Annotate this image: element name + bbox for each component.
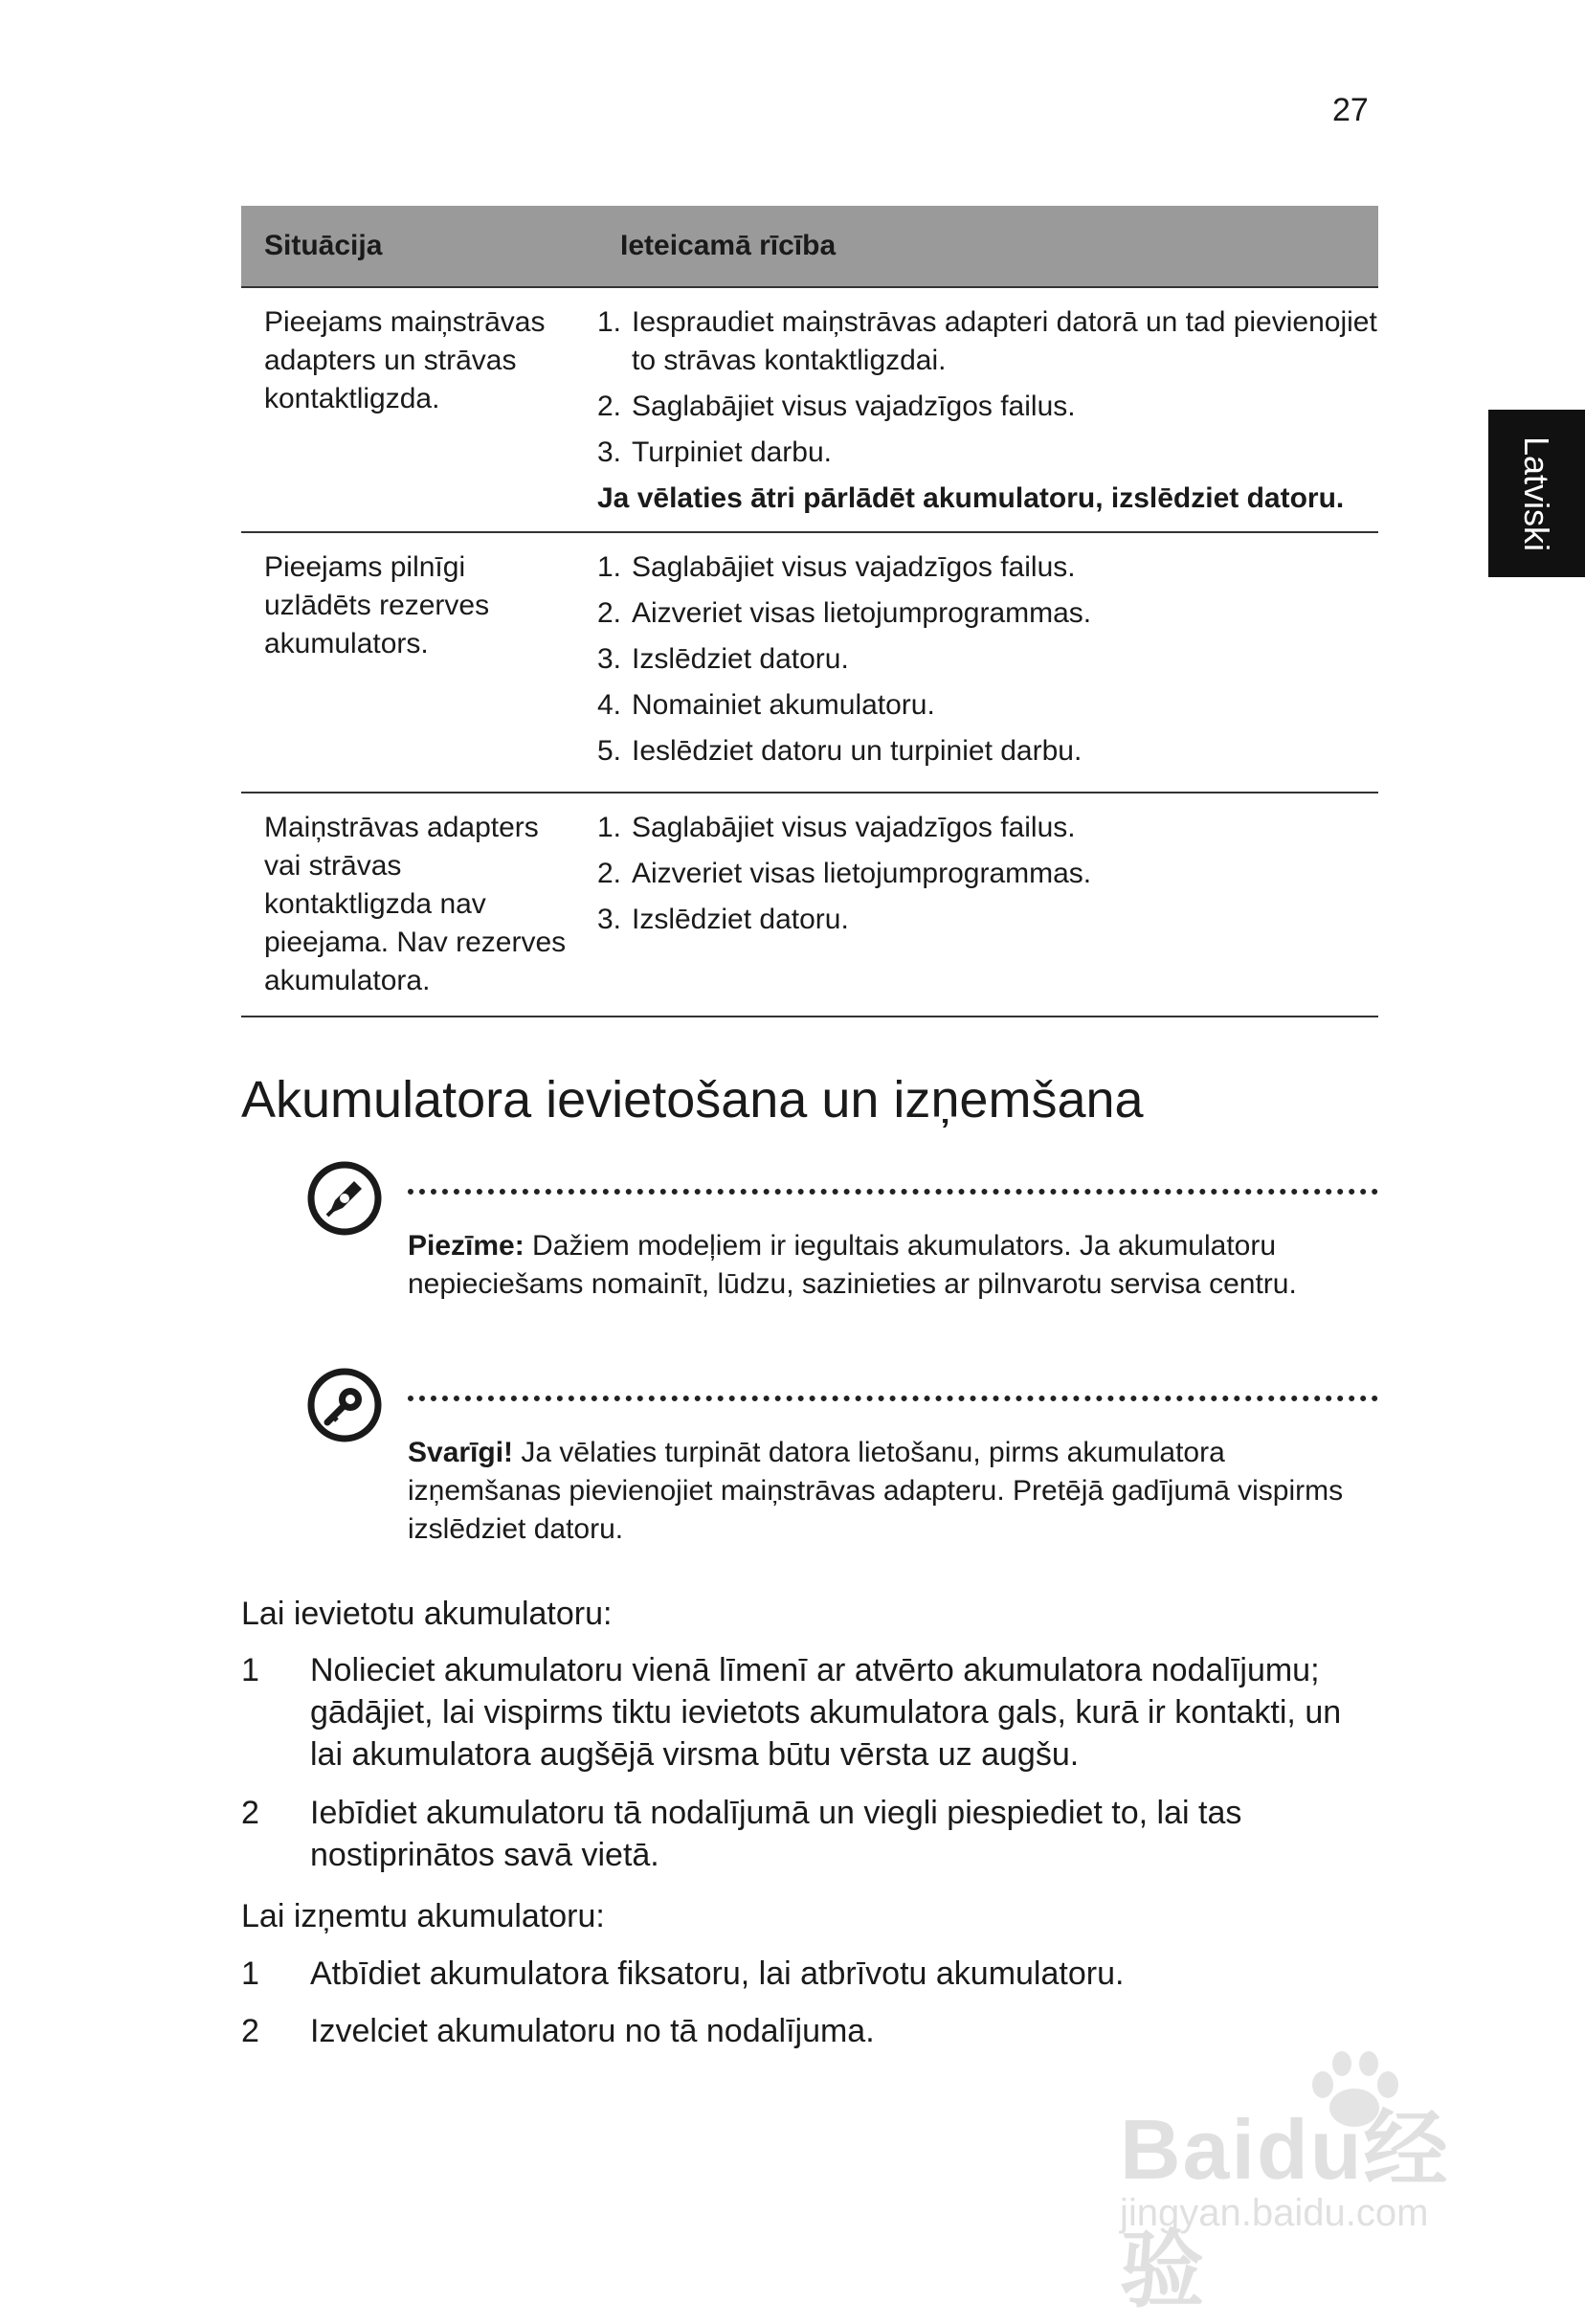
important-key-icon [306, 1367, 383, 1443]
step-text: Atbīdiet akumulatora fiksatoru, lai atbrīvotu akumulatoru. [310, 1955, 1125, 1992]
step-text: Turpiniet darbu. [632, 436, 833, 468]
step-number: 1 [241, 1955, 259, 1992]
step-item: 4. Nomainiet akumulatoru. [597, 686, 1378, 725]
step-text: Izslēdziet datoru. [632, 904, 849, 935]
step-item: 2. Aizveriet visas lietojumprogrammas. [597, 855, 1378, 893]
troubleshooting-table [241, 206, 1378, 1017]
page-number: 27 [1332, 92, 1369, 128]
step-text: Ieslēdziet datoru un turpiniet darbu. [632, 735, 1083, 767]
table-header [241, 206, 1378, 288]
step-item: 3. Izslēdziet datoru. [597, 901, 1378, 939]
note-pen-icon [306, 1160, 383, 1237]
situation-cell: Pieejams pilnīgi uzlādēts rezerves akumulators. [264, 551, 490, 659]
recharge-note: Ja vēlaties ātri pārlādēt akumulatoru, izslēdziet datoru. [597, 482, 1345, 514]
step-text: Aizveriet visas lietojumprogrammas. [632, 858, 1092, 889]
step-text: Izvelciet akumulatoru no tā nodalījuma. [310, 2013, 875, 2049]
note-body: Dažiem modeļiem ir iegultais akumulators. Ja akumulatoru nepieciešams nomainīt, lūdzu, sazinieties ar pilnvarotu servisa centru. [408, 1230, 1297, 1300]
section-title: Akumulatora ievietošana un izņemšana [241, 1071, 1144, 1128]
header-action: Ieteicamā rīcība [620, 230, 837, 261]
remove-intro: Lai izņemtu akumulatoru: [241, 1898, 605, 1934]
baidu-watermark [1120, 2048, 1493, 2317]
step-text: Izslēdziet datoru. [632, 643, 849, 675]
step-item: 3. Izslēdziet datoru. [597, 640, 1378, 679]
action-cell [576, 288, 1378, 531]
step-item: 5. Ieslēdziet datoru un turpiniet darbu. [597, 732, 1378, 771]
action-cell [576, 793, 1378, 1016]
step-text: Aizveriet visas lietojumprogrammas. [632, 597, 1092, 629]
step-number: 2 [241, 1795, 259, 1831]
remove-step [241, 1953, 1380, 1995]
step-text: Nolieciet akumulatoru vienā līmenī ar atvērto akumulatora nodalījumu; gādājiet, lai vispirms tiktu ievietots akumulatora gals, kurā ir kontakti, un lai akumulatora augšējā virsma būtu vērsta uz augšu. [310, 1652, 1342, 1773]
language-tab [1488, 410, 1585, 577]
step-text: Saglabājiet visus vajadzīgos failus. [632, 391, 1076, 422]
step-number: 2 [241, 2013, 259, 2049]
step-number: 1 [241, 1652, 259, 1688]
action-cell [576, 533, 1378, 792]
install-step [241, 1792, 1380, 1876]
step-item: 1. Saglabājiet visus vajadzīgos failus. [597, 809, 1378, 847]
step-item: 2. Aizveriet visas lietojumprogrammas. [597, 594, 1378, 633]
install-step [241, 1649, 1380, 1776]
watermark-brand: Baidu经验 [1120, 2102, 1450, 2317]
table-row [241, 533, 1378, 793]
step-text: Saglabājiet visus vajadzīgos failus. [632, 812, 1076, 843]
dotted-divider [408, 1396, 1378, 1401]
install-intro: Lai ievietotu akumulatoru: [241, 1596, 613, 1632]
situation-cell: Maiņstrāvas adapters vai strāvas kontaktligzda nav pieejama. Nav rezerves akumulatora. [264, 812, 567, 996]
watermark-url: jingyan.baidu.com [1120, 2192, 1429, 2234]
dotted-divider [408, 1189, 1378, 1195]
step-text: Nomainiet akumulatoru. [632, 689, 935, 721]
step-text: Saglabājiet visus vajadzīgos failus. [632, 551, 1076, 583]
step-item: 1. Saglabājiet visus vajadzīgos failus. [597, 548, 1378, 587]
step-text: Iespraudiet maiņstrāvas adapteri datorā un tad pievienojiet to strāvas kontaktligzdai. [632, 306, 1377, 376]
header-situation: Situācija [264, 230, 383, 261]
language-tab-label: Latviski [1517, 436, 1557, 551]
important-body: Ja vēlaties turpināt datora lietošanu, pirms akumulatora izņemšanas pievienojiet maiņstrāvas adapteru. Pretējā gadījumā vispirms izslēdziet datoru. [408, 1437, 1344, 1545]
note-label: Piezīme: [408, 1230, 525, 1262]
remove-step [241, 2010, 1380, 2052]
table-row [241, 793, 1378, 1017]
step-text: Iebīdiet akumulatoru tā nodalījumā un viegli piespiediet to, lai tas nostiprinātos savā vietā. [310, 1795, 1242, 1873]
note-text [408, 1227, 1378, 1304]
situation-cell: Pieejams maiņstrāvas adapters un strāvas kontaktligzda. [264, 306, 546, 414]
step-item: 2. Saglabājiet visus vajadzīgos failus. [597, 388, 1378, 426]
table-row [241, 288, 1378, 533]
important-label: Svarīgi! [408, 1437, 514, 1468]
important-text [408, 1434, 1378, 1549]
step-item: 3. Turpiniet darbu. [597, 434, 1378, 472]
step-item: 1. Iespraudiet maiņstrāvas adapteri datorā un tad pievienojiet to strāvas kontaktligzdai. [597, 303, 1378, 380]
